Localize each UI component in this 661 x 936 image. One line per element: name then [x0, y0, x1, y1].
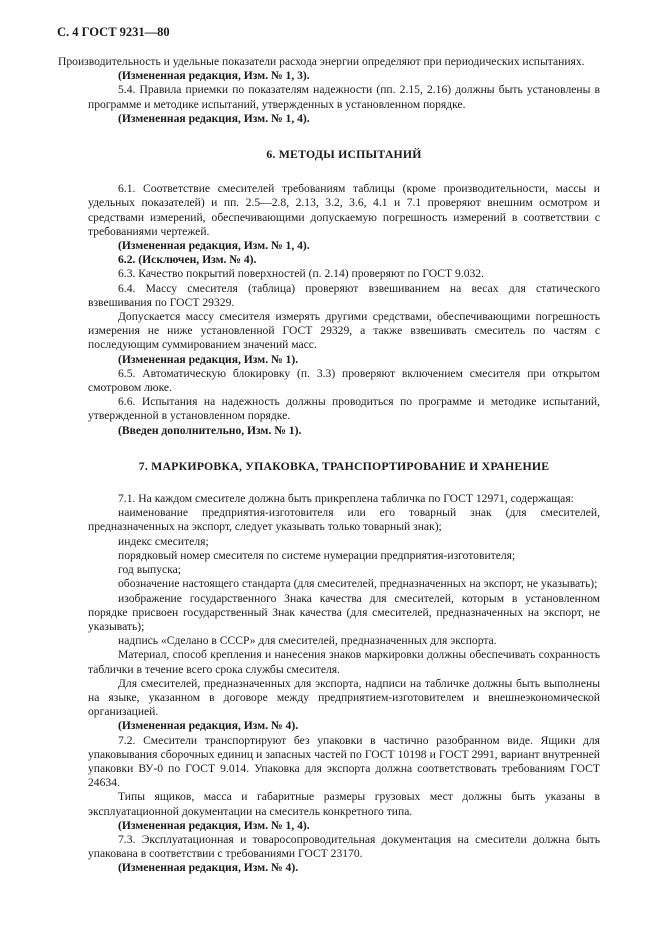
amendment-note: (Измененная редакция, Изм. № 4). — [118, 861, 299, 875]
paragraph-6-5: 6.5. Автоматическую блокировку (п. 3.3) проверяют включением смесителя при открытом смотровом люке. — [88, 366, 600, 395]
paragraph-7-1: 7.1. На каждом смесителе должна быть прикреплена табличка по ГОСТ 12971, содержащая: — [118, 492, 574, 506]
list-item: год выпуска; — [118, 563, 181, 577]
amendment-note: (Измененная редакция, Изм. № 1, 3). — [118, 69, 310, 83]
paragraph-6-4: 6.4. Массу смесителя (таблица) проверяют взвешиванием на весах для статического взвешивания по ГОСТ 29329. — [88, 281, 600, 309]
page-content — [58, 55, 600, 876]
paragraph-6-1: 6.1. Соответствие смесителей требованиям таблицы (кроме производительности, массы и удельных показателей) и пп. 2.5—2.8, 2.13, 3.2, 3.6, 4.1 и 7.1 проверяют внешним осмотром и средствами измерений, обеспечивающими допускаемую погрешность измерений в соответствии с требованиями чертежей. — [88, 182, 600, 238]
paragraph-7-3: 7.3. Эксплуатационная и товаросопроводительная документация на смесители должна быть упакована в соответствии с требованиями ГОСТ 23170. — [88, 832, 600, 861]
page-header: С. 4 ГОСТ 9231—80 — [57, 25, 170, 39]
amendment-note: (Измененная редакция, Изм. № 1, 4). — [118, 239, 310, 253]
list-item: обозначение настоящего стандарта (для смесителей, предназначенных на экспорт, не указывать); — [118, 577, 598, 591]
amendment-note: (Измененная редакция, Изм. № 1, 4). — [118, 818, 310, 832]
list-item: Для смесителей, предназначенных для экспорта, надписи на табличке должны быть выполнены на языке, указанном в договоре между предприятием-изготовителем и внешнеэкономической организацией. — [88, 676, 600, 719]
list-item: наименование предприятия-изготовителя или его товарный знак (для смесителей, предназначенных на экспорт, следует указывать только товарный знак); — [88, 506, 600, 534]
amendment-note: (Введен дополнительно, Изм. № 1). — [118, 423, 302, 437]
paragraph-productivity: Производительность и удельные показатели расхода энергии определяют при периодических испытаниях. — [58, 55, 585, 68]
paragraph-5-4: 5.4. Правила приемки по показателям надежности (пп. 2.15, 2.16) должны быть установлены в программе и методике испытаний, утвержденных в установленном порядке. — [88, 83, 600, 111]
amendment-note: (Измененная редакция, Изм. № 1, 4). — [118, 111, 310, 125]
paragraph-6-4-continued: Допускается массу смесителя измерять другими средствами, обеспечивающими погрешность измерения не ниже установленной ГОСТ 29329, а также взвешивать смеситель по частям с последующим суммированием значений масс. — [88, 310, 600, 352]
paragraph-7-2: 7.2. Смесители транспортируют без упаковки в частично разобранном виде. Ящики для упаковывания сборочных единиц и запасных частей по ГОСТ 10198 и ГОСТ 2991, вариант внутренней упаковки ВУ-0 по ГОСТ 9.014. Упаковка для экспорта должна соответствовать требованиям ГОСТ 24634. — [88, 733, 600, 790]
paragraph-6-2: 6.2. (Исключен, Изм. № 4). — [118, 253, 257, 267]
amendment-note: (Измененная редакция, Изм. № 4). — [118, 719, 299, 733]
list-item: изображение государственного Знака качества для смесителей, которым в установленном порядке присвоен государственный Знак качества (для смесителей, предназначенных на экспорт, не указывать); — [88, 591, 600, 633]
amendment-note: (Измененная редакция, Изм. № 1). — [118, 352, 299, 366]
list-item: надпись «Сделано в СССР» для смесителей, предназначенных для экспорта. — [118, 634, 497, 648]
paragraph-6-3: 6.3. Качество покрытий поверхностей (п. 2.14) проверяют по ГОСТ 9.032. — [118, 267, 485, 281]
section-heading-6: 6. МЕТОДЫ ИСПЫТАНИЙ — [266, 147, 422, 162]
section-heading-7: 7. МАРКИРОВКА, УПАКОВКА, ТРАНСПОРТИРОВАНИЕ И ХРАНЕНИЕ — [138, 458, 550, 473]
list-item: Материал, способ крепления и нанесения знаков маркировки должны обеспечивать сохранность таблички в течение всего срока службы смесителя. — [88, 648, 600, 676]
paragraph-7-2-continued: Типы ящиков, масса и габаритные размеры грузовых мест должны быть указаны в эксплуатационной документации на смеситель конкретного типа. — [88, 790, 600, 818]
paragraph-6-6: 6.6. Испытания на надежность должны проводиться по программе и методике испытаний, утвержденной в установленном порядке. — [88, 395, 600, 423]
list-item: порядковый номер смесителя по системе нумерации предприятия-изготовителя; — [118, 548, 516, 562]
list-item: индекс смесителя; — [118, 534, 209, 548]
